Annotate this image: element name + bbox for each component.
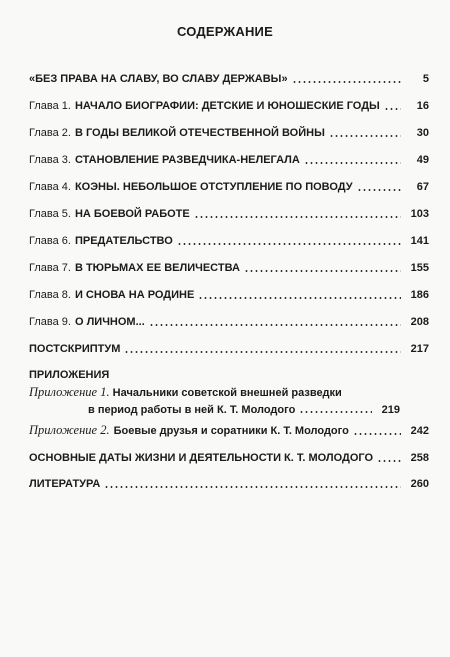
entry-name: И СНОВА НА РОДИНЕ <box>74 289 195 301</box>
entry-page: 30 <box>416 127 429 139</box>
entry-page: 49 <box>416 154 429 166</box>
entry-name: О ЛИЧНОМ... <box>74 316 145 328</box>
toc-entry-chapter-5[interactable] <box>29 205 429 221</box>
chapter-prefix: Глава 6. <box>29 235 71 247</box>
chapter-prefix: Глава 1. <box>29 100 71 112</box>
dot-leader <box>357 189 401 191</box>
appendices-heading: ПРИЛОЖЕНИЯ <box>29 369 110 381</box>
dot-leader <box>304 162 401 164</box>
entry-page: 16 <box>416 100 429 112</box>
entry-name: В ТЮРЬМАХ ЕЕ ВЕЛИЧЕСТВА <box>74 262 240 274</box>
entry-page: 5 <box>422 73 429 85</box>
toc-entry-appendix-1[interactable] <box>29 385 429 400</box>
chapter-prefix: Глава 9. <box>29 316 71 328</box>
chapter-prefix: Глава 4. <box>29 181 71 193</box>
dot-leader <box>299 411 372 413</box>
entry-page: 242 <box>410 425 429 437</box>
entry-name: В ГОДЫ ВЕЛИКОЙ ОТЕЧЕСТВЕННОЙ ВОЙНЫ <box>74 127 325 139</box>
dot-leader <box>329 135 401 137</box>
chapter-prefix: Глава 2. <box>29 127 71 139</box>
entry-name: КОЭНЫ. НЕБОЛЬШОЕ ОТСТУПЛЕНИЕ ПО ПОВОДУ <box>74 181 353 193</box>
toc-entry-chapter-6[interactable] <box>29 232 429 248</box>
toc-entry-chapter-2[interactable] <box>29 124 429 140</box>
toc-entry-chapter-9[interactable] <box>29 313 429 329</box>
entry-name: «БЕЗ ПРАВА НА СЛАВУ, ВО СЛАВУ ДЕРЖАВЫ» <box>29 73 288 85</box>
entry-name: ПРЕДАТЕЛЬСТВО <box>74 235 173 247</box>
entry-page: 141 <box>410 235 429 247</box>
entry-name: ОСНОВНЫЕ ДАТЫ ЖИЗНИ И ДЕЯТЕЛЬНОСТИ К. Т. МОЛОДОГО <box>29 452 374 464</box>
entry-page: 186 <box>410 289 429 301</box>
entry-page: 67 <box>416 181 429 193</box>
toc-entry-chapter-8[interactable] <box>29 286 429 302</box>
dot-leader <box>104 486 401 488</box>
entry-page: 103 <box>410 208 429 220</box>
entry-name: НАЧАЛО БИОГРАФИИ: ДЕТСКИЕ И ЮНОШЕСКИЕ ГОДЫ <box>74 100 380 112</box>
dot-leader <box>244 270 401 272</box>
toc-entry-chapter-4[interactable] <box>29 178 429 194</box>
entry-page: 258 <box>410 452 429 464</box>
entry-name: Боевые друзья и соратники К. Т. Молодого <box>113 425 349 437</box>
chapter-prefix: Глава 5. <box>29 208 71 220</box>
appendix-label: Приложение 1. <box>29 385 110 399</box>
appendix-title-line2: в период работы в ней К. Т. Молодого <box>88 404 296 416</box>
entry-page: 217 <box>410 343 429 355</box>
dot-leader <box>194 216 401 218</box>
dot-leader <box>177 243 401 245</box>
appendix-label: Приложение 2. <box>29 423 110 437</box>
appendix-title-line1: Начальники советской внешней разведки <box>112 387 342 399</box>
entry-page: 208 <box>410 316 429 328</box>
entry-name: СТАНОВЛЕНИЕ РАЗВЕДЧИКА-НЕЛЕГАЛА <box>74 154 300 166</box>
dot-leader <box>292 81 401 83</box>
entry-name: НА БОЕВОЙ РАБОТЕ <box>74 208 190 220</box>
toc-entry-chapter-1[interactable] <box>29 97 429 113</box>
chapter-prefix: Глава 3. <box>29 154 71 166</box>
dot-leader <box>149 324 401 326</box>
dot-leader <box>353 433 401 435</box>
toc-entry-appendix-1-line2[interactable] <box>88 400 400 416</box>
dot-leader <box>124 351 401 353</box>
entry-page: 155 <box>410 262 429 274</box>
entry-page: 219 <box>381 404 400 416</box>
entry-name: ПОСТСКРИПТУМ <box>29 343 121 355</box>
dot-leader <box>198 297 401 299</box>
toc-entry-intro[interactable] <box>29 70 429 86</box>
toc-entry-chapter-3[interactable] <box>29 151 429 167</box>
entry-name: ЛИТЕРАТУРА <box>29 478 101 490</box>
toc-entry-chapter-7[interactable] <box>29 259 429 275</box>
toc-entry-dates[interactable] <box>29 449 429 465</box>
toc-entry-literature[interactable] <box>29 475 429 491</box>
toc-entry-postscript[interactable] <box>29 340 429 356</box>
chapter-prefix: Глава 8. <box>29 289 71 301</box>
toc-entry-appendix-2[interactable] <box>29 422 429 438</box>
dot-leader <box>377 460 401 462</box>
chapter-prefix: Глава 7. <box>29 262 71 274</box>
dot-leader <box>384 108 401 110</box>
page-title: СОДЕРЖАНИЕ <box>177 24 273 39</box>
entry-page: 260 <box>410 478 429 490</box>
